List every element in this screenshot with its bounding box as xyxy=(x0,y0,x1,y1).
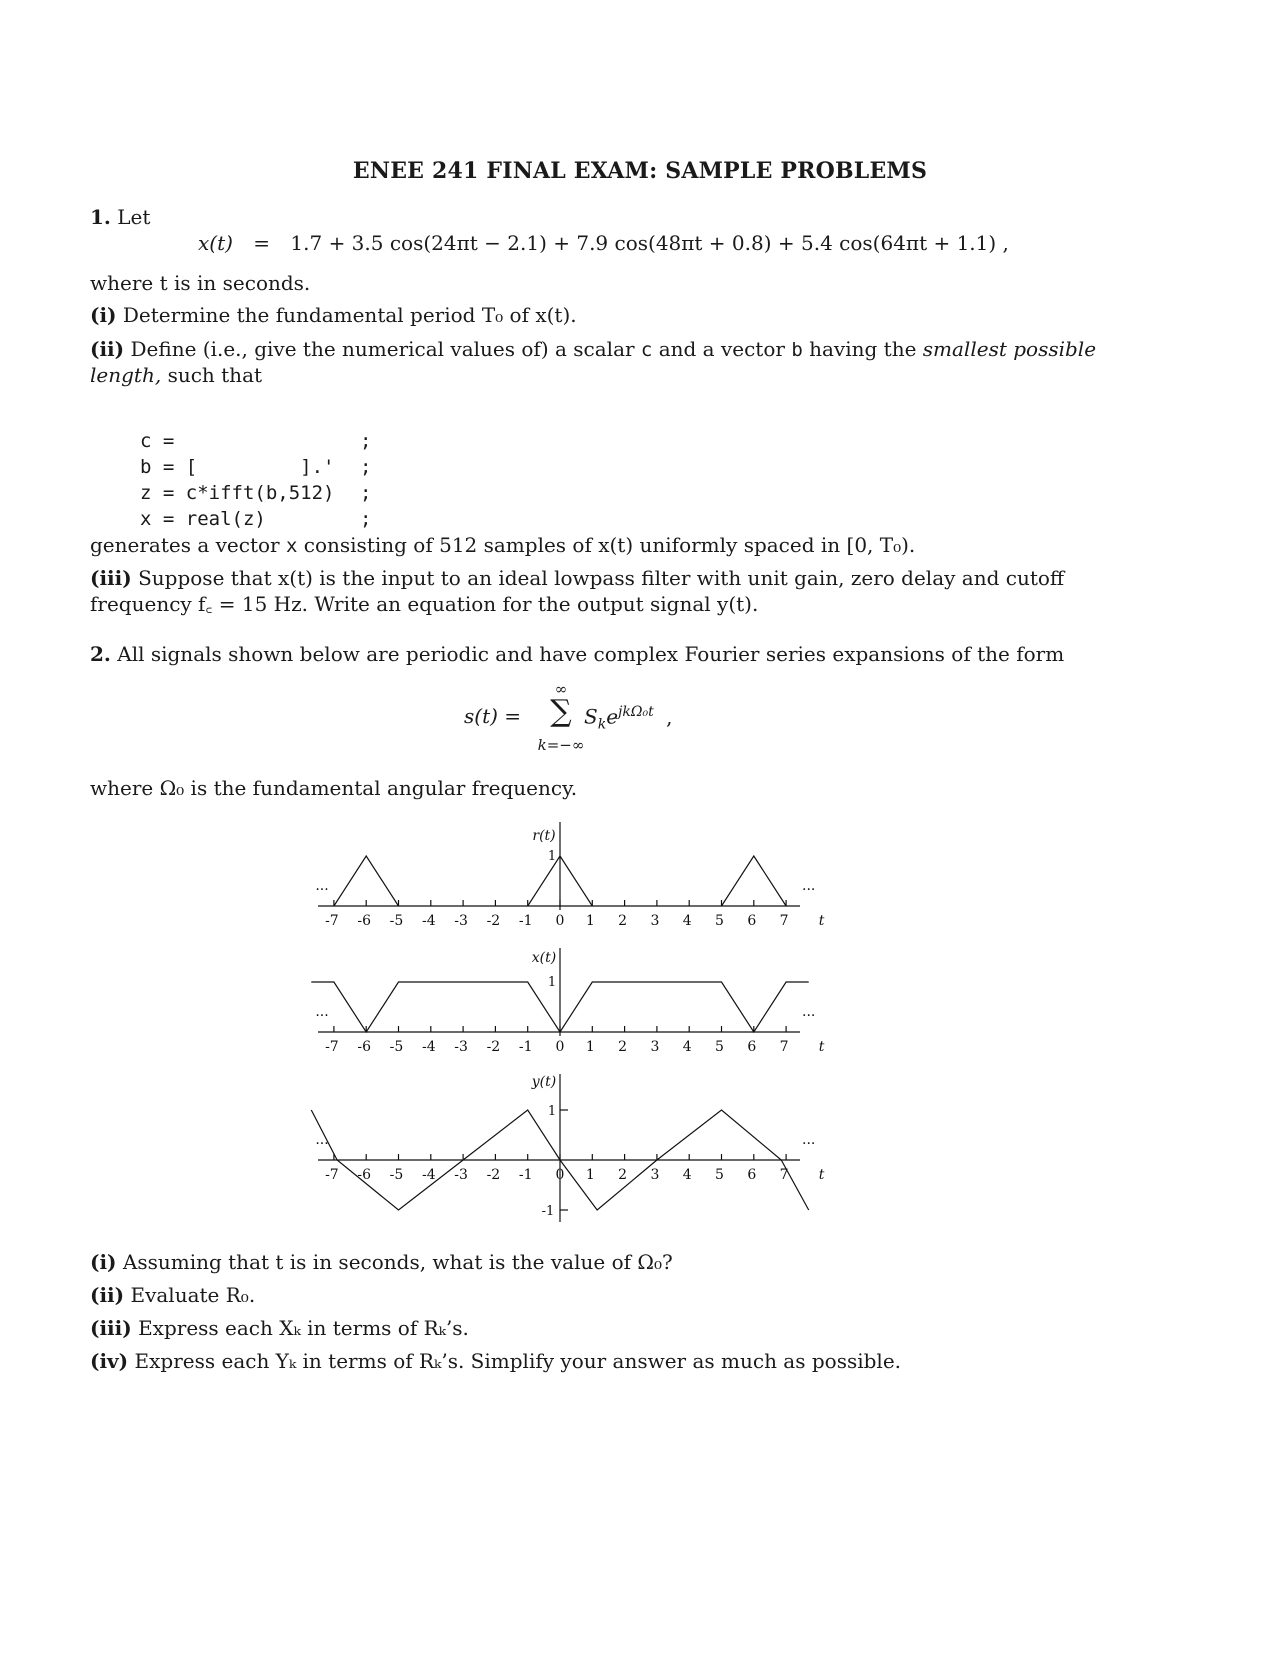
eq-lhs: x(t) xyxy=(198,231,233,255)
part-ii-text2: having the xyxy=(809,337,917,361)
y-t-label: t xyxy=(818,1167,825,1183)
y-tick-label: 3 xyxy=(650,1167,660,1183)
part-iii-label: (iii) xyxy=(90,566,132,590)
r-tick-label: 0 xyxy=(555,913,565,929)
r-tick-label: 5 xyxy=(715,913,724,929)
problem-1-where: where t is in seconds. xyxy=(90,271,311,295)
problem-2-part-ii xyxy=(90,1282,255,1308)
x-label: x(t) xyxy=(531,950,557,966)
x-tick-label: -5 xyxy=(389,1039,404,1055)
part-i-label: (i) xyxy=(90,303,117,327)
fs-e: e xyxy=(606,704,619,729)
r-tick-label: 4 xyxy=(682,913,692,929)
q-i-label: (i) xyxy=(90,1250,117,1274)
r-label: r(t) xyxy=(532,828,556,844)
part-ii-label: (ii) xyxy=(90,337,125,361)
fs-sum-symbol: ∑ xyxy=(550,694,572,729)
part-ii-b: b xyxy=(791,339,803,361)
code-semicolon: ; xyxy=(360,456,372,478)
x-tick-label: 5 xyxy=(715,1039,724,1055)
r-tick-label: -6 xyxy=(357,913,372,929)
code-line-c: c = xyxy=(140,430,175,452)
part-ii-and: and a vector xyxy=(658,337,785,361)
problem-1-number: 1. xyxy=(90,205,111,229)
r-tick-label: 1 xyxy=(585,913,595,929)
x-tick-label: 1 xyxy=(585,1039,595,1055)
eq-rhs: 1.7 + 3.5 cos(24πt − 2.1) + 7.9 cos(48πt + 0.8) + 5.4 cos(64πt + 1.1) , xyxy=(290,231,1009,255)
r-triangle xyxy=(722,856,787,906)
r-tick-label: 3 xyxy=(650,913,660,929)
problem-2-intro-text: All signals shown below are periodic and have complex Fourier series expansions of the form xyxy=(117,642,1065,666)
y-tick-label: -7 xyxy=(325,1167,339,1183)
code-semicolon: ; xyxy=(360,508,372,530)
r-tick-label: -3 xyxy=(454,913,468,929)
x-tick-label: -7 xyxy=(325,1039,339,1055)
eq-equals: = xyxy=(253,231,271,255)
y-tick-label: 2 xyxy=(618,1167,628,1183)
y-one-label: 1 xyxy=(547,1104,557,1119)
fs-lhs: s(t) = xyxy=(464,704,522,728)
y-tick-label: 1 xyxy=(585,1167,595,1183)
x-tick-label: 4 xyxy=(682,1039,692,1055)
x-dots-right: ... xyxy=(802,1004,816,1020)
y-tick-label: -5 xyxy=(389,1167,404,1183)
x-dots-left: ... xyxy=(315,1004,329,1020)
x-tick-label: -6 xyxy=(357,1039,372,1055)
y-tick-label: 6 xyxy=(747,1167,757,1183)
q-iv-text: Express each Yₖ in terms of Rₖ’s. Simplify your answer as much as possible. xyxy=(134,1349,902,1373)
part-iii-text1: Suppose that x(t) is the input to an ideal lowpass filter with unit gain, zero delay and cutoff xyxy=(138,566,1065,590)
x-one-label: 1 xyxy=(547,975,557,990)
y-dots-right: ... xyxy=(802,1132,816,1148)
problem-2-part-iv xyxy=(90,1348,901,1374)
r-tick-label: -5 xyxy=(389,913,404,929)
r-tick-label: 6 xyxy=(747,913,757,929)
r-one-label: 1 xyxy=(547,849,557,864)
x-t-label: t xyxy=(818,1039,825,1055)
fs-sub: k xyxy=(597,716,607,733)
code-line-x: x = real(z) xyxy=(140,508,266,530)
r-tick-label: -4 xyxy=(421,913,436,929)
x-tick-label: 0 xyxy=(555,1039,565,1055)
gen-text2: consisting of 512 samples of x(t) uniformly spaced in [0, T₀). xyxy=(303,533,916,557)
problem-1-part-iii-line2: frequency f꜀ = 15 Hz. Write an equation for the output signal y(t). xyxy=(90,592,759,616)
part-ii-text1: Define (i.e., give the numerical values of) a scalar xyxy=(130,337,635,361)
problem-2-part-iii xyxy=(90,1315,469,1341)
r-tick-label: 2 xyxy=(618,913,628,929)
problem-1-let: Let xyxy=(117,205,151,229)
problem-2-part-i xyxy=(90,1249,673,1275)
gen-x: x xyxy=(285,535,298,557)
y-tick-label: -6 xyxy=(357,1167,372,1183)
x-tick-label: -1 xyxy=(518,1039,533,1055)
y-tick-label: 5 xyxy=(715,1167,724,1183)
y-label: y(t) xyxy=(531,1074,557,1090)
y-tick-label: -1 xyxy=(518,1167,533,1183)
x-tick-label: -4 xyxy=(421,1039,436,1055)
r-dots-left: ... xyxy=(315,878,329,894)
y-dots-left: ... xyxy=(315,1132,329,1148)
fs-s: S xyxy=(584,704,598,729)
x-tick-label: 2 xyxy=(618,1039,628,1055)
y-tick-label: 4 xyxy=(682,1167,692,1183)
code-line-b: b = [ ].' xyxy=(140,456,335,478)
part-ii-emph: smallest possible xyxy=(922,337,1097,361)
y-tick-label: 7 xyxy=(779,1167,789,1183)
y-tick-label: -2 xyxy=(486,1167,501,1183)
problem-2-where: where Ω₀ is the fundamental angular frequency. xyxy=(90,776,578,800)
part-ii-line2: such that xyxy=(167,363,263,387)
r-tick-label: 7 xyxy=(779,913,789,929)
r-dots-right: ... xyxy=(802,878,816,894)
q-ii-label: (ii) xyxy=(90,1283,125,1307)
y-tick-label: -4 xyxy=(421,1167,436,1183)
part-i-text: Determine the fundamental period T₀ of x(t). xyxy=(122,303,577,327)
r-tick-label: -1 xyxy=(518,913,533,929)
y-tick-label: -3 xyxy=(454,1167,468,1183)
fs-sum-bottom: k=−∞ xyxy=(537,736,585,754)
x-tick-label: 6 xyxy=(747,1039,757,1055)
problem-2-number: 2. xyxy=(90,642,111,666)
page-title: ENEE 241 FINAL EXAM: SAMPLE PROBLEMS xyxy=(352,158,928,184)
part-ii-c: c xyxy=(640,339,653,361)
q-ii-text: Evaluate R₀. xyxy=(130,1283,256,1307)
r-t-label: t xyxy=(818,913,825,929)
code-line-z: z = c*ifft(b,512) xyxy=(140,482,335,504)
code-semicolon: ; xyxy=(360,482,372,504)
x-tick-label: 7 xyxy=(779,1039,789,1055)
y-minus-one-label: -1 xyxy=(541,1204,555,1219)
y-tick-label: 0 xyxy=(555,1167,565,1183)
x-tick-label: -2 xyxy=(486,1039,501,1055)
q-iii-label: (iii) xyxy=(90,1316,132,1340)
fs-comma: , xyxy=(666,704,673,729)
x-tick-label: -3 xyxy=(454,1039,468,1055)
gen-text1: generates a vector xyxy=(90,533,280,557)
fs-sup: jkΩ₀t xyxy=(618,704,654,720)
r-tick-label: -2 xyxy=(486,913,501,929)
r-triangle xyxy=(334,856,399,906)
x-tick-label: 3 xyxy=(650,1039,660,1055)
q-iii-text: Express each Xₖ in terms of Rₖ’s. xyxy=(138,1316,469,1340)
q-iv-label: (iv) xyxy=(90,1349,129,1373)
q-i-text: Assuming that t is in seconds, what is the value of Ω₀? xyxy=(122,1250,673,1274)
part-ii-line2-emph: length, xyxy=(90,363,162,387)
fs-sum-top: ∞ xyxy=(554,680,568,698)
r-tick-label: -7 xyxy=(325,913,339,929)
code-semicolon: ; xyxy=(360,430,372,452)
